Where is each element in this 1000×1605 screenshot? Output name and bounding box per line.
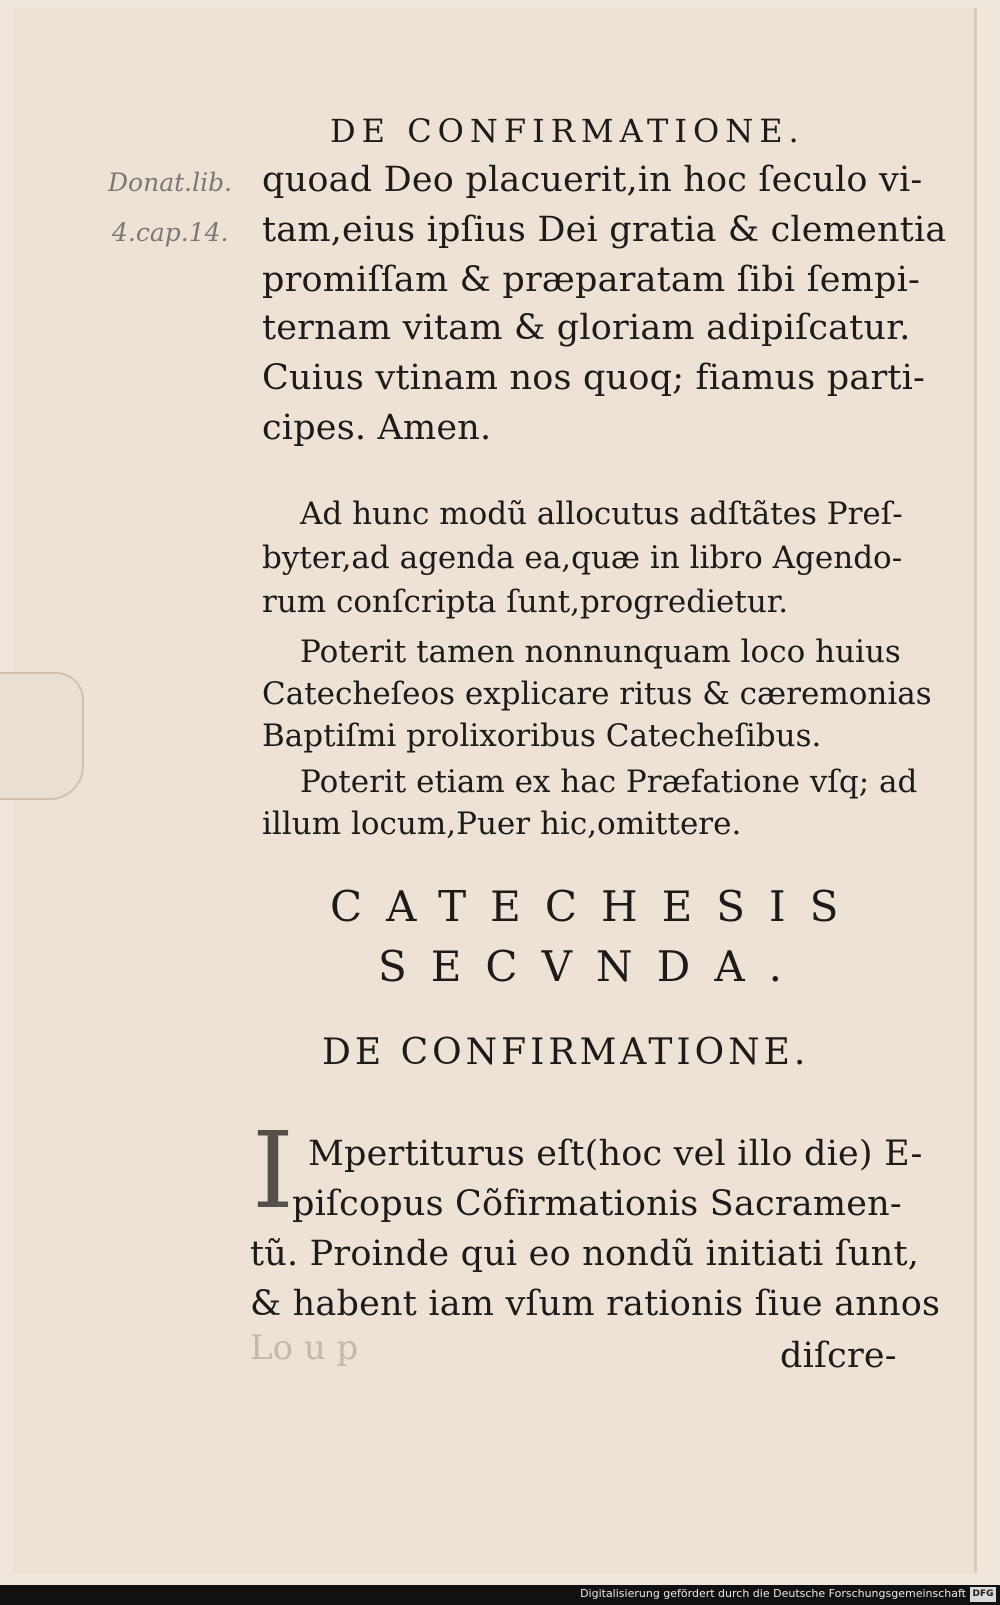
text-line: Poterit etiam ex hac Præfatione vſq; ad xyxy=(300,764,918,800)
side-note-line: Donat.lib. xyxy=(108,168,233,197)
catchword: diſcre- xyxy=(780,1336,897,1376)
text-line: ternam vitam & gloriam adipiſcatur. xyxy=(262,308,911,348)
footer-bar xyxy=(0,1585,1000,1605)
section-subheading: DE CONFIRMATIONE. xyxy=(322,1032,810,1073)
text-line: piſcopus Cõfirmationis Sacramen- xyxy=(292,1184,902,1224)
drop-cap: I xyxy=(252,1109,294,1232)
text-line: tũ. Proinde qui eo nondũ initiati ſunt, xyxy=(250,1234,920,1274)
text-line: quoad Deo placuerit,in hoc ſeculo vi- xyxy=(262,160,923,200)
text-line: & habent iam vſum rationis ſiue annos xyxy=(250,1284,941,1324)
running-header: DE CONFIRMATIONE. xyxy=(330,112,805,150)
text-line: tam,eius ipſius Dei gratia & clementia xyxy=(262,210,947,250)
section-heading: SECVNDA. xyxy=(378,942,807,991)
text-line: Mpertiturus eſt(hoc vel illo die) E- xyxy=(308,1134,923,1174)
section-heading: CATECHESIS xyxy=(330,882,863,931)
bleed-through-text: Lo u p xyxy=(250,1328,359,1368)
side-note-line: 4.cap.14. xyxy=(112,218,229,247)
text-line: Baptiſmi prolixoribus Catecheſibus. xyxy=(262,718,822,754)
page-tab-mark xyxy=(0,672,84,800)
text-line: byter,ad agenda ea,quæ in libro Agendo- xyxy=(262,540,903,576)
text-line: illum locum,Puer hic,omittere. xyxy=(262,806,742,842)
dfg-logo-icon: DFG xyxy=(970,1587,996,1602)
text-line: Poterit tamen nonnunquam loco huius xyxy=(300,634,901,670)
text-line: cipes. Amen. xyxy=(262,408,492,448)
text-line: Ad hunc modũ allocutus adſtãtes Preſ- xyxy=(300,496,903,532)
text-line: rum conſcripta ſunt,progredietur. xyxy=(262,584,789,620)
text-line: Catecheſeos explicare ritus & cæremonias xyxy=(262,676,932,712)
text-line: Cuius vtinam nos quoq; fiamus parti- xyxy=(262,358,926,398)
text-line: promiſſam & præparatam ſibi ſempi- xyxy=(262,260,921,300)
footer-credit: Digitalisierung gefördert durch die Deutsche Forschungsgemeinschaft xyxy=(580,1587,966,1600)
